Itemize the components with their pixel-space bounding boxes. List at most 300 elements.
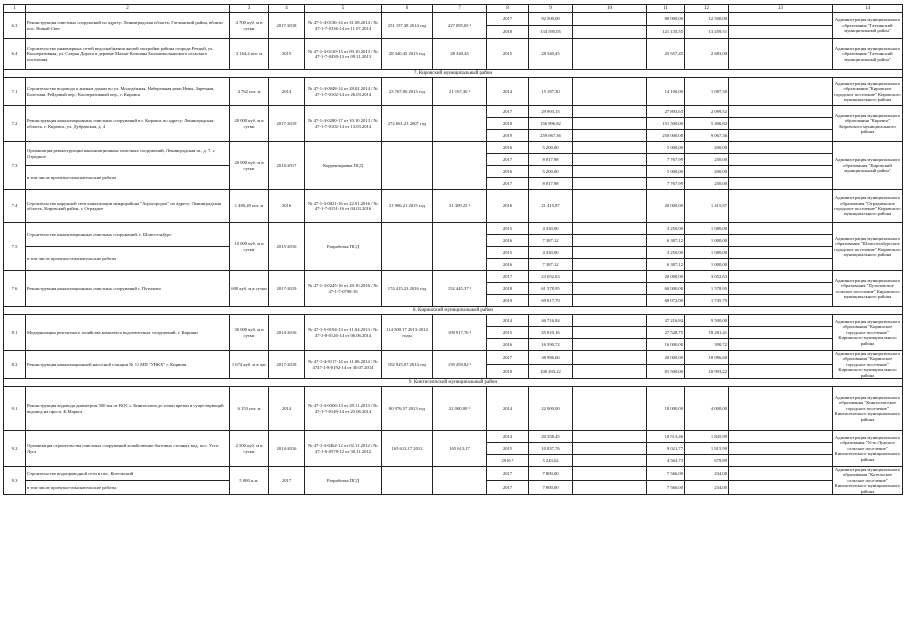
local-budget: 1 080,00 [685,223,729,235]
row-number: 7.1 [4,78,26,106]
regional-budget: 27 528,75 [647,327,685,339]
regional-budget: 18 513,46 [647,431,685,443]
col-header: 4 [269,5,305,13]
amount: 4 330,00 [529,223,573,235]
amount: 29 993,15 [529,106,573,118]
amount: 28 340,45 [529,39,573,70]
row-number: 7.4 [4,190,26,223]
regional-budget: 27 893,63 [647,106,685,118]
object-name: Организация реконструкции канализационных очистных сооружений, Ленинградская ш., д. 7, г. Отрадное [26,142,230,166]
table-row [4,271,903,283]
capacity: 4 700 куб. м в сутки [230,13,269,39]
empty-cell [573,118,647,130]
amount: 22 000,00 [529,387,573,431]
local-budget: 250,00 [685,178,729,190]
empty-cell [729,283,833,295]
empty-cell [729,365,833,379]
estimated-cost: 28 340,45 2013 год [382,39,433,70]
section-row [4,70,903,78]
row-number: 7.3 [4,142,26,190]
table-row [4,431,903,443]
table-row [4,467,903,481]
administrator: Администрация муниципального образования "Киришское городское поселение" Киришского муниципального района [833,315,903,351]
empty-cell [729,351,833,365]
empty-cell [729,154,833,166]
estimated-cost: 165 613,17 2012 [382,431,433,467]
capacity: 1 674 куб. м в час [230,351,269,379]
amount: 259 067,36 [529,130,573,142]
year: 2016 [487,190,529,223]
expertise-doc: № 47-1-4-0136-14 от 31.08.2014 / № 47-1-7-0136-14 от 11.07.2014 [305,13,382,39]
estimated-cost: 80 976,57 2013 год [382,387,433,431]
year: 2016 [487,339,529,351]
year: 2016 [487,142,529,154]
capacity: 20 000 куб. м в сутки [230,142,269,190]
regional-budget: 5 000,00 [647,142,685,154]
estimated-cost: 23 767,00 2013 год [382,78,433,106]
empty-cell [573,142,647,154]
local-budget: 18 281,41 [685,327,729,339]
row-number: 7.2 [4,106,26,142]
row-number: 8.1 [4,315,26,351]
col-header: 2 [26,5,230,13]
amount: 16 390,72 [529,339,573,351]
empty-cell [573,455,647,467]
amount: 156 996,82 [529,118,573,130]
estimated-cost: 102 925,07 2014 год [382,351,433,379]
sub-item-label: в том числе проектно-изыскательские работы [26,166,230,190]
administrator: Администрация муниципального образования "Отрадненское городское поселение" Кировского муниципального района [833,190,903,223]
col-header: 14 [833,5,903,13]
empty-cell [573,13,647,26]
expertise-doc: Разработка ПСД [305,467,382,495]
amount: 5 200,00 [529,142,573,154]
object-name: Реконструкция очистных сооружений по адресу: Ленинградская область, Гатчинский район, вблизи пос. Новый Свет [26,13,230,39]
row-number: 7.5 [4,223,26,271]
regional-budget: 25 657,45 [647,39,685,70]
amount: 7 387,12 [529,235,573,247]
empty-cell [729,295,833,307]
year: 2017 [487,154,529,166]
regional-budget: 14 100,00 [647,78,685,106]
regional-budget: 7 767,99 [647,154,685,166]
section-title: 9. Кингисеппский муниципальный район [4,379,903,387]
total-cost: 22 000,00 ⁶ [433,387,487,431]
column-number-row [4,5,903,13]
regional-budget: 16 000,00 [647,339,685,351]
empty-cell [573,339,647,351]
local-budget: 250,00 [685,154,729,166]
capacity: 2 500 куб. м в сутки [230,431,269,467]
table-row [4,190,903,223]
regional-budget: 68 072,00 [647,295,685,307]
empty-cell [729,13,833,26]
amount: 45 810,16 [529,327,573,339]
empty-cell [729,190,833,223]
local-budget: 200,00 [685,166,729,178]
empty-cell [382,467,433,495]
capacity: 1 480,28 пог. м [230,190,269,223]
estimated-cost: 272 661,23 2007 год [382,106,433,142]
local-budget: 1 000,00 [685,259,729,271]
table-row [4,106,903,118]
capacity: 5 000 п.м. [230,467,269,495]
year: 2015 [487,443,529,455]
regional-budget: 6 387,12 [647,259,685,271]
object-name: Реконструкция канализационных очистных сооружений г. Путилово [26,271,230,307]
administrator: Администрация муниципального образования "Гатчинский муниципальный район" [833,39,903,70]
amount: 7 800,00 [529,467,573,481]
col-header: 3 [230,5,269,13]
administrator: Администрация муниципального образования "Котельское сельское поселение" Кингисеппского муниципального района [833,467,903,495]
empty-cell [573,283,647,295]
empty-cell [573,190,647,223]
table-row [4,223,903,235]
expertise-doc: № 47-1-4-0117-14 от 11.06.2014 / № 4747-1-8-0192-14 от 30.07.2014 [305,351,382,379]
empty-cell [573,295,647,307]
empty-cell [729,443,833,455]
amount: 7 800,00 [529,481,573,495]
amount: 8 017,98 [529,154,573,166]
period: 2014 [269,387,305,431]
col-header: 13 [729,5,833,13]
regional-budget: 5 000,00 [647,166,685,178]
local-budget: 2 099,52 [685,106,729,118]
regional-budget: 3 250,00 [647,223,685,235]
empty-cell [729,387,833,431]
regional-budget: 9 021,77 [647,443,685,455]
table-row [4,39,903,70]
empty-cell [729,315,833,327]
regional-budget: 7 566,00 [647,481,685,495]
year: 2016 [487,259,529,271]
empty-cell [729,178,833,190]
amount: 100 493,22 [529,365,573,379]
empty-cell [433,223,487,271]
amount: 61 578,95 [529,283,573,295]
empty-cell [729,26,833,39]
amount: 46 716,84 [529,315,573,327]
regional-budget: 20 000,00 [647,271,685,283]
capacity: 3 164,4 пог. м [230,39,269,70]
empty-cell [729,259,833,271]
regional-budget: 60 000,00 [647,283,685,295]
year: 2017 [487,106,529,118]
amount: 21 415,87 [529,190,573,223]
total-cost: 21 167,30 ³ [433,78,487,106]
expertise-doc: № 47-1-3-0021-16 от 22.01.2016 / № 47-1-7-0151-16 от 04.03.2016 [305,190,382,223]
empty-cell [573,443,647,455]
expertise-doc: № 47-1-3-0245-16 от 28.10.2016 / № 47-1-7-0708-16 [305,271,382,307]
empty-cell [573,259,647,271]
object-name: Строительство водовода к жилым домам по ул. Молодёжная, Набережная реки Невы, Заречная, Болотная, Рейдовый пер., Кооперативный пер., г. Кировск [26,78,230,106]
col-header: 12 [685,5,729,13]
total-cost: 227 095,05 ³ [433,13,487,39]
empty-cell [729,339,833,351]
sub-item-label: в том числе проектно-изыскательские работы [26,247,230,271]
empty-cell [573,431,647,443]
table-row [4,351,903,365]
empty-cell [729,106,833,118]
capacity: 4 762 пог. м [230,78,269,106]
local-budget: 9 067,36 [685,130,729,142]
amount: 5 243,62 [529,455,573,467]
empty-cell [729,271,833,283]
local-budget: 1 000,00 [685,235,729,247]
empty-cell [382,142,433,190]
amount: 10 837,76 [529,443,573,455]
year: 2015 [487,247,529,259]
empty-cell [729,431,833,443]
year: 2014 [487,78,529,106]
empty-cell [573,247,647,259]
total-cost: 165 613,17 [433,431,487,467]
regional-budget: 7 767,99 [647,178,685,190]
period: 2014 [269,78,305,106]
expertise-doc: № 47-1-5-0194-13 от 11.04.2013 / № 47-1-8-0126-14 от 06.06.2014 [305,315,382,351]
administrator: Администрация муниципального образования "Гатчинский муниципальный район" [833,13,903,39]
year: 2016 [487,235,529,247]
year: 2015 [487,327,529,339]
local-budget: 4 000,00 [685,387,729,431]
empty-cell [729,467,833,481]
empty-cell [573,351,647,365]
year: 2017 [487,271,529,283]
object-name: Строительство наружной сети канализации микрорайона "Агрогородок" по адресу: Ленинградская область, Кировский район, г. Отрадное [26,190,230,223]
capacity: 600 куб. м в сутки [230,271,269,307]
period: 2017-2018 [269,351,305,379]
regional-budget: 250 000,00 [647,130,685,142]
amount: 69 817,79 [529,295,573,307]
capacity: 6 153 пог. м [230,387,269,431]
empty-cell [729,78,833,106]
local-budget: 5 496,82 [685,118,729,130]
regional-budget: 20 000,00 [647,190,685,223]
local-budget: 390,72 [685,339,729,351]
estimated-cost: 114 500,17 2013-2014 годы [382,315,433,351]
section-row [4,307,903,315]
expertise-doc: Корректировка ПСД [305,142,382,190]
empty-cell [729,39,833,70]
amount: 20 358,45 [529,431,573,443]
local-budget: 1 080,00 [685,247,729,259]
local-budget: 3 052,63 [685,271,729,283]
period: 2015 [269,39,305,70]
col-header: 6 [382,5,433,13]
row-number: 9.3 [4,467,26,495]
table-row [4,13,903,26]
local-budget: 2 683,00 [685,39,729,70]
regional-budget: 18 000,00 [647,387,685,431]
col-header: 5 [305,5,382,13]
year: 2017 [487,351,529,365]
local-budget: 9 500,00 [685,315,729,327]
empty-cell [729,166,833,178]
empty-cell [573,166,647,178]
col-header: 10 [573,5,647,13]
amount: 134 595,05 [529,26,573,39]
empty-cell [729,223,833,235]
expertise-doc: № 47-1-4-0306-13 от 29.11.2013 / № 47-1-7-0149-14 от 25.06.2014 [305,387,382,431]
empty-cell [573,387,647,431]
administrator: Администрация муниципального образования "Усть-Лужское сельское поселение" Кингисеппского муниципального района [833,431,903,467]
empty-cell [729,130,833,142]
object-name: Организация строительства очистных сооружений хозяйственно-бытовых сточных вод, пос. Усть-Луга [26,431,230,467]
administrator: Администрация муниципального образования "Киришское городское поселение" Киришского муниципального района [833,351,903,379]
empty-cell [433,106,487,142]
object-name: Строительство канализационных очистных сооружений, г. Шлиссельбург [26,223,230,247]
empty-cell [573,481,647,495]
amount: 5 200,00 [529,166,573,178]
object-name: Строительство водопроводной сети в пос. Котельский [26,467,230,481]
year: 2019 [487,130,529,142]
section-row [4,379,903,387]
year: 2016 ⁶ [487,455,529,467]
empty-cell [573,178,647,190]
capacity: 30 000 куб. м в сутки [230,315,269,351]
year: 2017 [487,13,529,26]
year: 2015 [487,39,529,70]
row-number: 7.6 [4,271,26,307]
empty-cell [573,315,647,327]
regional-budget: 81 500,00 [647,365,685,379]
investment-table [3,4,903,495]
row-number: 9.1 [4,387,26,431]
estimated-cost: 21 906,21 2015 год [382,190,433,223]
administrator: Администрация муниципального образования "Путиловское сельское поселение" Кировского муниципального района [833,271,903,307]
row-number: 6.4 [4,39,26,70]
regional-budget: 4 563,73 [647,455,685,467]
year: 2017 [487,481,529,495]
regional-budget: 7 566,00 [647,467,685,481]
total-cost: 108 917,76 ³ [433,315,487,351]
table-row [4,315,903,327]
section-title: 7. Кировский муниципальный район [4,70,903,78]
estimated-cost: 251 157,38 2014 год [382,13,433,39]
capacity: 20 000 куб. м в сутки [230,106,269,142]
empty-cell [573,235,647,247]
regional-budget: 80 000,00 [647,13,685,26]
empty-cell [573,106,647,118]
sub-item-label: в том числе проектно-изыскательские работы [26,481,230,495]
empty-cell [573,78,647,106]
empty-cell [573,327,647,339]
col-header: 9 [529,5,573,13]
regional-budget: 6 387,12 [647,235,685,247]
local-budget: 1 845,99 [685,431,729,443]
regional-budget: 3 250,00 [647,247,685,259]
empty-cell [729,481,833,495]
administrator: Администрация муниципального образования "Кировский муниципальный район" [833,142,903,190]
period: 2017-2019 [269,106,305,142]
period: 2016-2017 [269,142,305,190]
year: 2016 [487,166,529,178]
year: 2014 [487,387,529,431]
expertise-doc: № 47-1-4-0462-12 от 02.11.2012 / № 47-1-6-0578-12 от 30.11.2012 [305,431,382,467]
year: 2019 [487,295,529,307]
expertise-doc: № 47-1-4-0048-14 от 28.02.2014 / № 47-1-7-0102-14 от 26.03.2014 [305,78,382,106]
period: 2017-2019 [269,271,305,307]
row-number: 8.2 [4,351,26,379]
period: 2014-2016 [269,315,305,351]
year: 2018 [487,26,529,39]
year: 2014 [487,431,529,443]
local-budget: 12 500,00 [685,13,729,26]
year: 2018 [487,283,529,295]
empty-cell [729,118,833,130]
col-header: 7 [433,5,487,13]
total-cost: 139 459,82 ³ [433,351,487,379]
period: 2017-2018 [269,13,305,39]
local-budget: 18 986,60 [685,351,729,365]
object-name: Реконструкция канализационной насосной станции № 11 МП "УВКХ" г. Кириши [26,351,230,379]
amount: 15 187,30 [529,78,573,106]
total-cost: 28 340,45 [433,39,487,70]
amount: 4 330,00 [529,247,573,259]
total-cost: 152 445,37 ³ [433,271,487,307]
administrator: Администрация муниципального образования "Шлиссельбургское городское поселение" Кировского муниципального района [833,223,903,271]
empty-cell [573,271,647,283]
empty-cell [382,223,433,271]
empty-cell [729,327,833,339]
period: 2014-2016 [269,431,305,467]
local-budget: 1 087,30 [685,78,729,106]
local-budget: 679,89 [685,455,729,467]
empty-cell [729,247,833,259]
administrator: Администрация муниципального образования "Кингисеппское городское поселение" Кингисеппского муниципального района [833,387,903,431]
local-budget: 1 415,87 [685,190,729,223]
year: 2014 [487,315,529,327]
table-row [4,78,903,106]
regional-budget: 37 216,84 [647,315,685,327]
local-budget: 1 578,95 [685,283,729,295]
empty-cell [573,154,647,166]
table-row [4,142,903,154]
local-budget: 13 459,51 [685,26,729,39]
year: 2018 [487,118,529,130]
capacity: 10 000 куб. м в сутки [230,223,269,271]
local-budget: 200,00 [685,142,729,154]
object-name: Модернизация реагентного хозяйства комплекса водоочистных сооружений, г. Кириши [26,315,230,351]
year: 2017 [487,178,529,190]
amount: 23 052,63 [529,271,573,283]
empty-cell [433,142,487,190]
empty-cell [573,26,647,39]
empty-cell [729,455,833,467]
estimated-cost: 174 415,23 2016 год [382,271,433,307]
amount: 7 387,12 [529,259,573,271]
year: 2018 [487,365,529,379]
object-name: Строительство инженерных сетей водоснабжения жилой застройки района огорода Речной, ул. Кооперативная, ул. Старая Дорога в деревне Малые Колпаны Большеколпанского сельского поселения [26,39,230,70]
year: 2015 [487,223,529,235]
empty-cell [573,365,647,379]
local-budget: 1 745,79 [685,295,729,307]
expertise-doc: Разработка ПСД [305,223,382,271]
amount: 92 500,00 [529,13,573,26]
amount: 8 017,98 [529,178,573,190]
local-budget: 1 815,99 [685,443,729,455]
period: 2015-2016 [269,223,305,271]
regional-budget: 151 500,00 [647,118,685,130]
expertise-doc: № 47-1-4-0280-17 от 10.10.2013 / № 47-1-7-0102-14 от 13.03.2014 [305,106,382,142]
object-name: Реконструкция водовода диаметром 500 мм от ВОС г. Кингисеппа до точки врезки в существующий водовод на просп. К.Маркса [26,387,230,431]
local-budget: 234,00 [685,481,729,495]
regional-budget: 121 135,55 [647,26,685,39]
period: 2017 [269,467,305,495]
expertise-doc: № 47-1-4-0130-13 от 09.10.2013 / № 47-1-7-0430-13 от 09.11.2013 [305,39,382,70]
regional-budget: 20 000,00 [647,351,685,365]
empty-cell [573,39,647,70]
